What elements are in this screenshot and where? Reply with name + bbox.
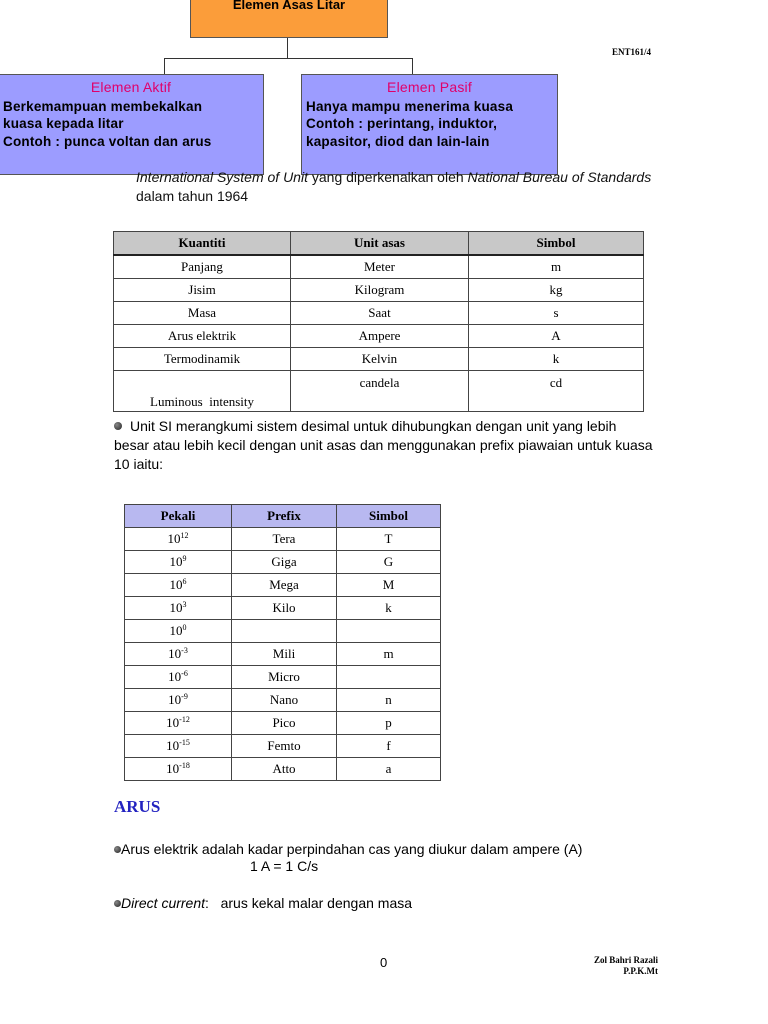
table-cell: Tera	[232, 528, 337, 551]
intro-term-nbs: National Bureau of Standards	[467, 169, 652, 185]
table-cell: Kelvin	[291, 348, 469, 371]
ampere-equation: 1 A = 1 C/s	[250, 858, 319, 874]
table-cell: m	[469, 255, 644, 279]
power-exponent: -9	[181, 692, 188, 701]
table-cell	[125, 528, 232, 551]
active-element-line-3: Contoh : punca voltan dan arus	[3, 133, 212, 149]
table-row	[114, 371, 644, 412]
author-affiliation: P.P.K.Mt	[623, 966, 658, 976]
table-cell: cd	[469, 371, 644, 412]
column-header: Pekali	[125, 505, 232, 528]
power-base: 10	[168, 692, 182, 707]
page-number: 0	[380, 955, 388, 970]
table-cell: m	[337, 643, 441, 666]
power-exponent: -18	[179, 761, 190, 770]
power-exponent: 6	[182, 577, 187, 586]
power-base: 10	[167, 531, 181, 546]
table-cell: Femto	[232, 735, 337, 758]
si-paragraph	[114, 417, 654, 474]
active-element-title: Elemen Aktif	[90, 79, 172, 95]
power-base: 10	[166, 715, 180, 730]
table-row	[125, 666, 441, 689]
connector-horizontal	[164, 58, 413, 59]
section-heading-arus: ARUS	[114, 797, 161, 816]
table-cell: T	[337, 528, 441, 551]
power-base: 10	[166, 738, 180, 753]
power-exponent: -3	[181, 646, 188, 655]
table-row	[114, 279, 644, 302]
table-row	[125, 643, 441, 666]
power-base: 10	[169, 577, 183, 592]
power-exponent: -15	[179, 738, 190, 747]
table-cell: Masa	[114, 302, 291, 325]
table-cell: Micro	[232, 666, 337, 689]
table-cell	[125, 735, 232, 758]
table-row	[114, 255, 644, 279]
table-cell: M	[337, 574, 441, 597]
table-cell	[337, 666, 441, 689]
table-row	[125, 528, 441, 551]
passive-element-line-1: Hanya mampu menerima kuasa	[306, 98, 514, 114]
bullet-icon	[114, 422, 122, 430]
table-row	[125, 597, 441, 620]
table-cell: k	[469, 348, 644, 371]
column-header: Kuantiti	[114, 232, 291, 256]
table-cell: a	[337, 758, 441, 781]
root-element-label: Elemen Asas Litar	[232, 0, 346, 12]
current-definition-text: Arus elektrik adalah kadar perpindahan cas yang diukur dalam ampere (A)	[121, 841, 583, 857]
connector-stem	[287, 38, 288, 58]
bullet-icon	[114, 900, 121, 907]
direct-current-term: Direct current	[121, 895, 206, 911]
table-row	[125, 712, 441, 735]
table-cell: Giga	[232, 551, 337, 574]
power-base: 10	[166, 761, 180, 776]
table-cell: Mili	[232, 643, 337, 666]
author-name: Zol Bahri Razali	[593, 955, 658, 965]
connector-left	[164, 58, 165, 75]
bullet-icon	[114, 846, 121, 853]
power-base: 10	[168, 669, 182, 684]
power-exponent: 3	[182, 600, 187, 609]
table-cell: s	[469, 302, 644, 325]
intro-term-si: International System of Unit	[136, 169, 308, 185]
table-cell: Ampere	[291, 325, 469, 348]
table-cell: n	[337, 689, 441, 712]
intro-text-1: yang diperkenalkan oleh	[307, 169, 468, 185]
column-header: Prefix	[232, 505, 337, 528]
power-exponent: -6	[181, 669, 188, 678]
course-code: ENT161/4	[612, 47, 652, 57]
table-cell: Panjang	[114, 255, 291, 279]
table-cell: p	[337, 712, 441, 735]
direct-current-text: : arus kekal malar dengan masa	[205, 895, 413, 911]
table-row	[114, 348, 644, 371]
table-cell	[232, 620, 337, 643]
table-cell: G	[337, 551, 441, 574]
table-cell: candela	[291, 371, 469, 412]
author-credit	[594, 955, 658, 977]
table-cell: Jisim	[114, 279, 291, 302]
passive-element-line-2: Contoh : perintang, induktor,	[306, 116, 498, 131]
table-cell	[125, 597, 232, 620]
table-row	[125, 574, 441, 597]
table-cell: Termodinamik	[114, 348, 291, 371]
table-cell: Kilo	[232, 597, 337, 620]
current-definition	[114, 840, 582, 858]
base-units-table	[113, 231, 644, 412]
table-cell	[125, 689, 232, 712]
prefix-table	[124, 504, 441, 781]
table-row	[125, 735, 441, 758]
power-exponent: -12	[179, 715, 190, 724]
table-cell: Meter	[291, 255, 469, 279]
table-cell	[125, 643, 232, 666]
table-header-row	[114, 232, 644, 256]
intro-text-2: dalam tahun 1964	[136, 188, 249, 204]
power-exponent: 0	[182, 623, 187, 632]
table-cell: f	[337, 735, 441, 758]
table-cell: Nano	[232, 689, 337, 712]
column-header: Simbol	[337, 505, 441, 528]
power-base: 10	[169, 623, 183, 638]
table-row	[125, 620, 441, 643]
table-row	[125, 758, 441, 781]
passive-element-title: Elemen Pasif	[387, 79, 472, 95]
table-cell: A	[469, 325, 644, 348]
connector-right	[412, 58, 413, 75]
table-cell	[125, 620, 232, 643]
passive-element-box	[301, 74, 558, 175]
column-header: Unit asas	[291, 232, 469, 256]
power-base: 10	[169, 554, 183, 569]
table-cell: kg	[469, 279, 644, 302]
power-base: 10	[169, 600, 183, 615]
table-row	[125, 689, 441, 712]
table-cell	[125, 666, 232, 689]
table-cell: Kilogram	[291, 279, 469, 302]
table-row	[125, 551, 441, 574]
passive-element-line-3: kapasitor, diod dan lain-lain	[306, 133, 490, 149]
table-row	[114, 302, 644, 325]
table-header-row	[125, 505, 441, 528]
table-cell	[337, 620, 441, 643]
table-cell: k	[337, 597, 441, 620]
table-cell	[125, 551, 232, 574]
direct-current-item	[114, 894, 412, 912]
si-paragraph-text: Unit SI merangkumi sistem desimal untuk dihubungkan dengan unit yang lebih besar atau lebih kecil dengan unit asas dan menggunakan prefix piawaian untuk kuasa 10 iaitu:	[114, 418, 653, 472]
table-row	[114, 325, 644, 348]
column-header: Simbol	[469, 232, 644, 256]
table-cell	[125, 574, 232, 597]
power-exponent: 12	[180, 531, 189, 540]
table-cell: Luminous intensity	[114, 371, 291, 412]
table-cell: Saat	[291, 302, 469, 325]
table-cell: Pico	[232, 712, 337, 735]
intro-paragraph	[136, 168, 656, 206]
table-cell	[125, 758, 232, 781]
active-element-line-1: Berkemampuan membekalkan	[3, 98, 203, 114]
table-cell: Mega	[232, 574, 337, 597]
table-cell: Atto	[232, 758, 337, 781]
table-cell: Arus elektrik	[114, 325, 291, 348]
active-element-box	[0, 74, 264, 175]
table-cell	[125, 712, 232, 735]
root-element-box	[190, 0, 388, 38]
power-exponent: 9	[182, 554, 187, 563]
power-base: 10	[168, 646, 182, 661]
active-element-line-2: kuasa kepada litar	[3, 116, 124, 131]
